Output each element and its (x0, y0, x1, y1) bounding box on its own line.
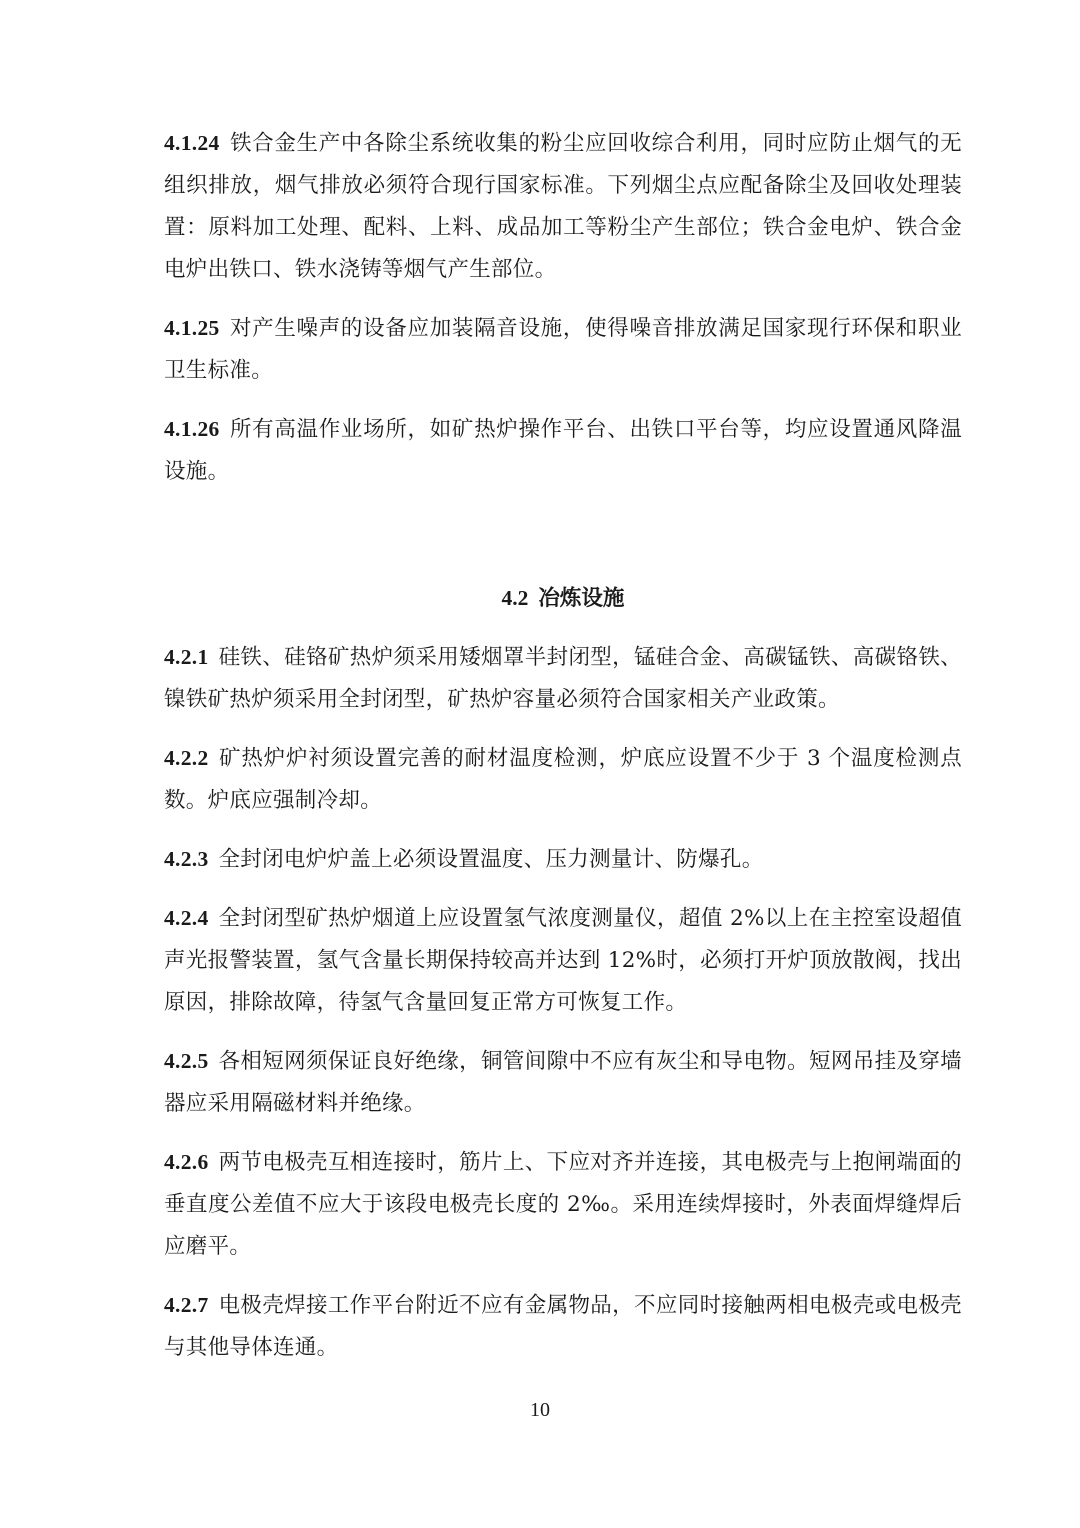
clause-text: 对产生噪声的设备应加装隔音设施，使得噪音排放满足国家现行环保和职业卫生标准。 (164, 316, 962, 383)
clause-number: 4.2.1 (164, 645, 209, 669)
clause-4-2-7 (164, 1284, 962, 1369)
section-number: 4.2 (501, 586, 529, 610)
clause-text: 两节电极壳互相连接时，筋片上、下应对齐并连接，其电极壳与上抱闸端面的垂直度公差值不应大于该段电极壳长度的 2‰。采用连续焊接时，外表面焊缝焊后应磨平。 (164, 1150, 962, 1259)
clause-text: 硅铁、硅铬矿热炉须采用矮烟罩半封闭型，锰硅合金、高碳锰铁、高碳铬铁、镍铁矿热炉须采用全封闭型，矿热炉容量必须符合国家相关产业政策。 (164, 645, 962, 712)
clause-number: 4.2.6 (164, 1150, 209, 1174)
clause-4-2-4 (164, 897, 962, 1024)
clause-number: 4.2.4 (164, 906, 209, 930)
clause-number: 4.1.24 (164, 131, 220, 155)
section-title-text: 冶炼设施 (538, 586, 625, 611)
section-heading (164, 577, 962, 620)
clause-number: 4.1.26 (164, 417, 220, 441)
clause-4-2-2 (164, 737, 962, 822)
clause-4-2-6 (164, 1141, 962, 1268)
page-content (164, 122, 962, 1385)
clause-number: 4.2.7 (164, 1293, 209, 1317)
clause-number: 4.2.3 (164, 847, 209, 871)
clause-4-2-3 (164, 838, 962, 881)
clause-text: 全封闭电炉炉盖上必须设置温度、压力测量计、防爆孔。 (218, 847, 764, 872)
clause-4-2-1 (164, 636, 962, 721)
clause-4-2-5 (164, 1040, 962, 1125)
clause-text: 各相短网须保证良好绝缘，铜管间隙中不应有灰尘和导电物。短网吊挂及穿墙器应采用隔磁材料并绝缘。 (164, 1049, 962, 1116)
page-number: 10 (530, 1399, 550, 1421)
clause-text: 矿热炉炉衬须设置完善的耐材温度检测，炉底应设置不少于 3 个温度检测点数。炉底应强制冷却。 (164, 746, 962, 813)
clause-4-1-25 (164, 307, 962, 392)
clause-number: 4.2.5 (164, 1049, 209, 1073)
clause-text: 电极壳焊接工作平台附近不应有金属物品，不应同时接触两相电极壳或电极壳与其他导体连通。 (164, 1293, 962, 1360)
clause-text: 全封闭型矿热炉烟道上应设置氢气浓度测量仪，超值 2%以上在主控室设超值声光报警装置，氢气含量长期保持较高并达到 12%时，必须打开炉顶放散阀，找出原因，排除故障，待氢气含量回复正常方可恢复工作。 (164, 906, 962, 1015)
clause-text: 铁合金生产中各除尘系统收集的粉尘应回收综合利用，同时应防止烟气的无组织排放，烟气排放必须符合现行国家标准。下列烟尘点应配备除尘及回收处理装置：原料加工处理、配料、上料、成品加工等粉尘产生部位；铁合金电炉、铁合金电炉出铁口、铁水浇铸等烟气产生部位。 (164, 131, 962, 282)
clause-text: 所有高温作业场所，如矿热炉操作平台、出铁口平台等，均应设置通风降温设施。 (164, 417, 962, 484)
clause-4-1-26 (164, 408, 962, 493)
clause-number: 4.1.25 (164, 316, 220, 340)
clause-4-1-24 (164, 122, 962, 291)
clause-number: 4.2.2 (164, 746, 209, 770)
